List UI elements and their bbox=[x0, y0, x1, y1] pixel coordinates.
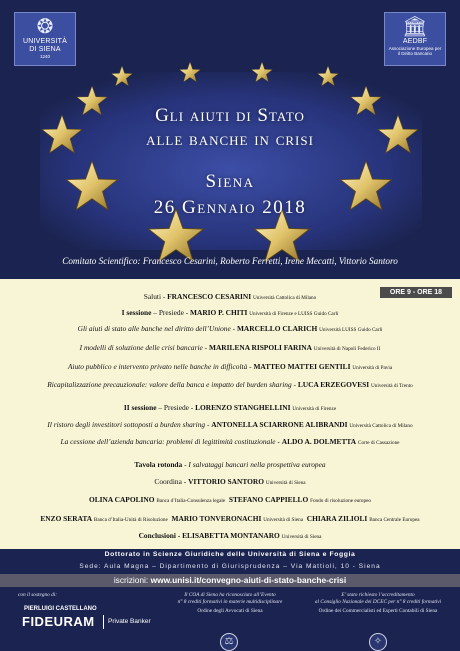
hero-banner bbox=[0, 0, 460, 279]
sponsor-logo: FIDEURAM bbox=[22, 614, 95, 629]
panel-line: ENZO SERATA Banca d’Italia-Unità di Risoluzione MARIO TONVERONACHI Università di Siena CHIARA ZILIOLI Banca Centrale Europea bbox=[40, 514, 420, 523]
conference-date: 26 Gennaio 2018 bbox=[153, 197, 307, 218]
venue: Sede: Aula Magna – Dipartimento di Giurisprudenza – Via Mattioli, 10 - Siena bbox=[79, 563, 381, 570]
session-2-header: II sessione – Presiede - LORENZO STANGHELLINI Università di Firenze bbox=[123, 403, 337, 412]
hours-badge: ORE 9 - ORE 18 bbox=[380, 287, 452, 298]
footer bbox=[0, 549, 460, 651]
registration-bar: iscrizioni: www.unisi.it/convegno-aiuti-di-stato-banche-crisi bbox=[0, 574, 460, 587]
scientific-committee: Comitato Scientifico: Francesco Cesarini, Roberto Ferretti, Irene Mecatti, Vittorio Santoro bbox=[62, 256, 398, 266]
university-seal-icon: ❂ bbox=[36, 16, 54, 38]
talk-line: Aiuto pubblico e intervento privato nelle banche in difficoltà - MATTEO MATTEI GENTILI Università di Pavia bbox=[67, 362, 393, 371]
accountants-seal-icon: ✧ bbox=[369, 633, 387, 651]
talk-line: Ricapitalizzazione precauzionale: valore della banca e impatto del burden sharing - LUCA ERZEGOVESI Università di Trento bbox=[47, 380, 413, 389]
columns-icon: 🏛 bbox=[402, 16, 428, 38]
odcec-credits: E’ stato richiesto l’accreditamento al Consiglio Nazionale dei DCEC per n° 8 crediti formativi Ordine dei Commercialisti ed Esperti Contabili di Siena bbox=[314, 592, 442, 614]
coordinator-line: Coordina - VITTORIO SANTORO Università di Siena bbox=[154, 477, 306, 486]
sponsor-divider bbox=[103, 615, 104, 629]
talk-line: I modelli di soluzione delle crisi bancarie - MARILENA RISPOLI FARINA Università di Napoli Federico II bbox=[79, 343, 381, 352]
session-1-header: I sessione – Presiede - MARIO P. CHITI Università di Firenze e LUISS Guido Carli bbox=[121, 308, 339, 317]
registration-link[interactable]: www.unisi.it/convegno-aiuti-di-stato-banche-crisi bbox=[150, 575, 347, 585]
coa-credits: Il COA di Siena ha riconosciuto all’Evento n° 8 crediti formativi in materie multidisciplinare Ordine degli Avvocati di Siena bbox=[177, 592, 283, 614]
conclusions-line: Conclusioni - ELISABETTA MONTANARO Università di Siena bbox=[138, 531, 322, 540]
credits-area: con il sostegno di: PIERLUIGI CASTELLANO FIDEURAM Private Banker Il COA di Siena ha riconosciuto all’Evento n° 8 crediti formativi in materie multidisciplinare Ordine degli Avvocati di Siena ⚖ E’ stato richiesto l’accreditamento al Consiglio Nazionale dei DCEC per n° 8 crediti formativi Ordine dei Commercialisti ed Esperti Contabili di Siena ✧ bbox=[0, 587, 460, 651]
sponsor-name: PIERLUIGI CASTELLANO bbox=[24, 606, 97, 612]
aedbf-logo: 🏛 AEDBF Associazione Europea per il Diritto Bancario bbox=[384, 12, 446, 66]
talk-line: La cessione dell’azienda bancaria: problemi di legittimità costituzionale - ALDO A. DOLMETTA Corte di Cassazione bbox=[60, 437, 400, 446]
university-logo: ❂ UNIVERSITÀ DI SIENA 1240 bbox=[14, 12, 76, 66]
talk-line: Gli aiuti di stato alle banche nel diritto dell’Unione - MARCELLO CLARICH Università LUISS Guido Carli bbox=[77, 324, 383, 333]
talk-line: Il ristoro degli investitori sottoposti a burden sharing - ANTONELLA SCIARRONE ALIBRANDI Università Cattolica di Milano bbox=[47, 420, 413, 429]
conference-city: Siena bbox=[205, 171, 255, 192]
phd-program: Dottorato in Scienze Giuridiche delle Università di Siena e Foggia bbox=[104, 551, 356, 558]
bar-association-seal-icon: ⚖ bbox=[220, 633, 238, 651]
program-section bbox=[0, 279, 460, 549]
round-table-line: Tavola rotonda - I salvataggi bancari nella prospettiva europea bbox=[134, 460, 326, 469]
conference-title: Gli aiuti di Stato alle banche in crisi bbox=[146, 105, 314, 150]
panel-line: OLINA CAPOLINO Banca d’Italia-Consulenza legale STEFANO CAPPIELLO Fondo di risoluzione europeo bbox=[88, 495, 372, 504]
welcome-line: Saluti - FRANCESCO CESARINI Università Cattolica di Milano bbox=[143, 292, 317, 301]
